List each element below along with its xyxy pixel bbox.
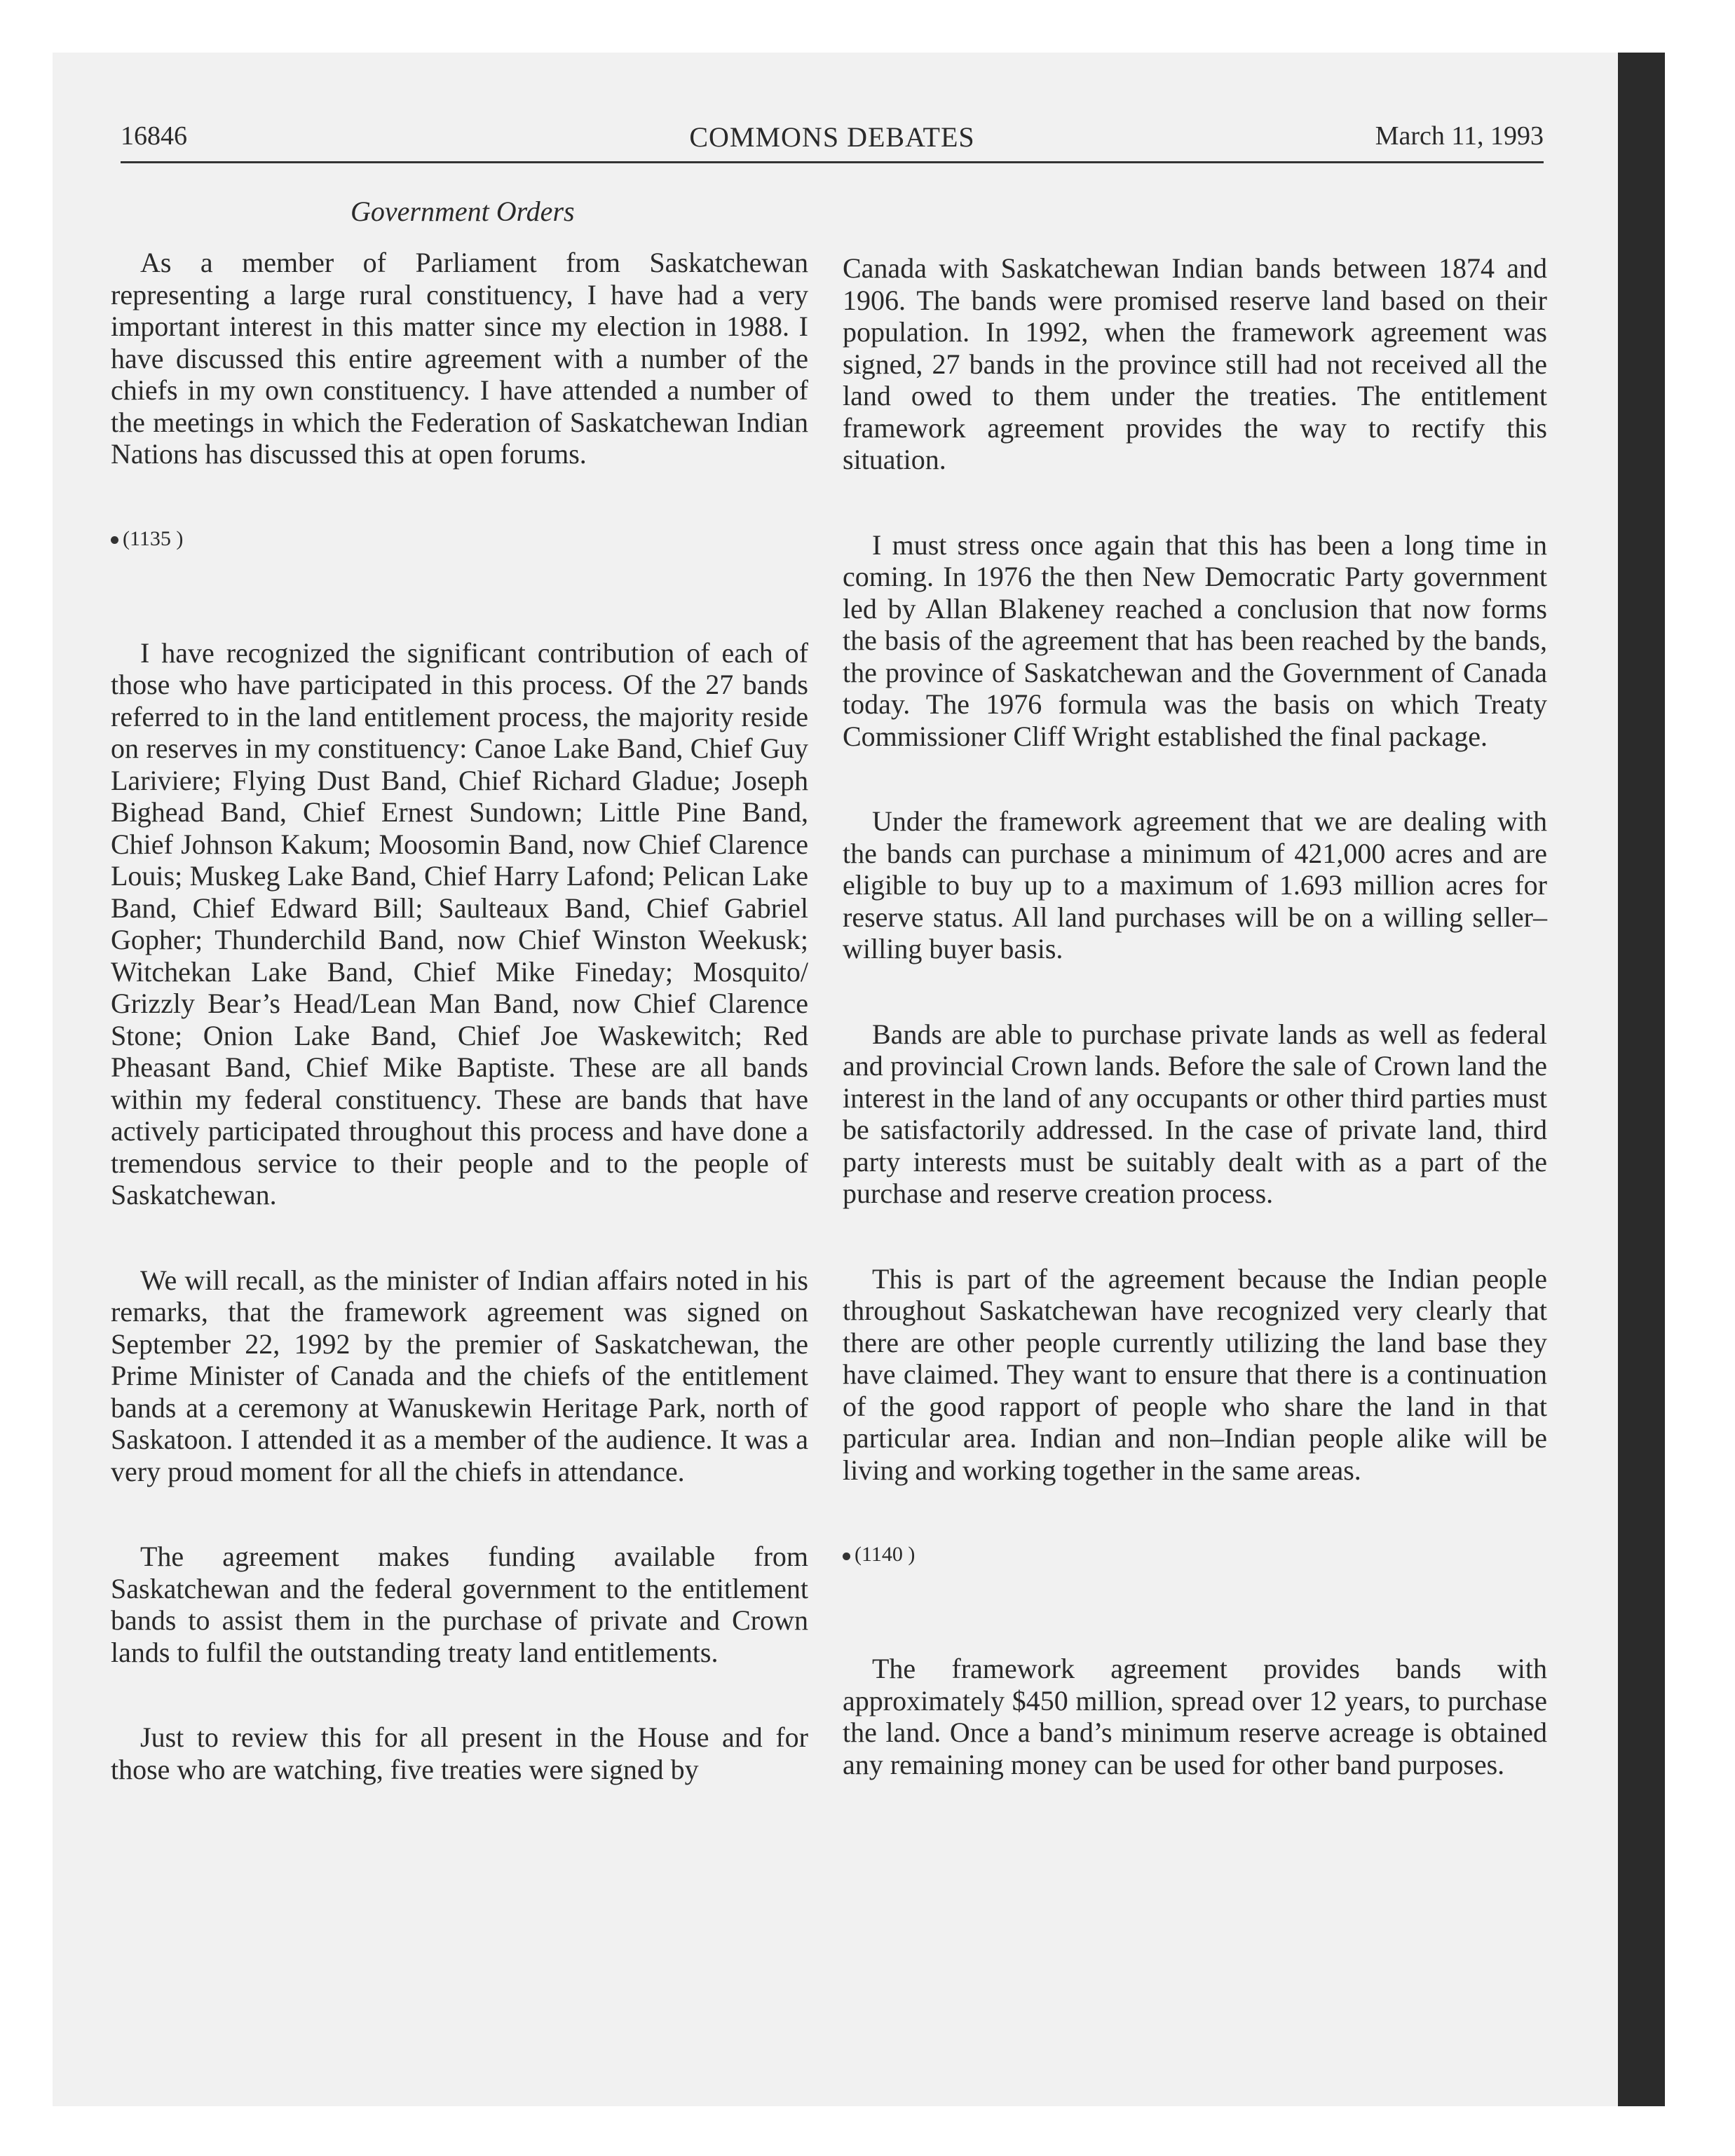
time-marker [111,524,808,554]
paragraph: This is part of the agreement because the Indian people throughout Saskatchewan have recognized very clearly that there are other people currently utilizing the land base they have claimed. They want to ensure that there is a continuation of the good rapport of people who share the land in that particular area. Indian and non–Indian people alike will be living and working together in the same areas. [843,1262,1547,1486]
paragraph: I must stress once again that this has been a long time in coming. In 1976 the then New Democratic Party government led by Allan Blakeney reached a conclusion that now forms the basis of the agreement that has been reached by the bands, the province of Saskatchewan and the Government of Canada today. The 1976 formula was the basis on which Treaty Commissioner Cliff Wright established the final package. [843,528,1547,752]
paragraph: Canada with Saskatchewan Indian bands between 1874 and 1906. The bands were promised reserve land based on their population. In 1992, when the framework agreement was signed, 27 bands in the province still had not received all the land owed to them under the treaties. The entitlement framework agreement provides the way to rectify this situation. [843,252,1547,475]
bullet-icon [111,536,118,544]
bullet-icon [843,1553,850,1560]
page-number: 16846 [121,121,187,151]
scan-edge-bar [1618,53,1665,2106]
publication-title: COMMONS DEBATES [689,121,975,153]
paragraph: The framework agreement provides bands with approximately $450 million, spread over 12 years, to purchase the land. Once a band’s minimum reserve acreage is obtained any remaining money can be used for other band purposes. [843,1653,1547,1780]
time-marker-text: (1135 ) [123,526,184,550]
page-header [121,121,1544,163]
paragraph: We will recall, as the minister of Indian affairs noted in his remarks, that the framework agreement was signed on September 22, 1992 by the premier of Saskatchewan, the Prime Minister of Canada and the chiefs of the entitlement bands at a ceremony at Wanuskewin Heritage Park, north of Saskatoon. I attended it as a member of the audience. It was a very proud moment for all the chiefs in attendance. [111,1264,808,1487]
paragraph: The agreement makes funding available from Saskatchewan and the federal government to the entitlement bands to assist them in the purchase of private and Crown lands to fulfil the outstanding treaty land entitlements. [111,1541,808,1668]
left-column [111,247,808,1838]
time-marker [843,1539,1547,1570]
header-date: March 11, 1993 [1375,121,1544,151]
right-column [843,252,1547,1834]
paragraph: Under the framework agreement that we are dealing with the bands can purchase a minimum of 421,000 acres and are eligible to buy up to a maximum of 1.693 million acres for reserve status. All land purchases will be on a willing seller–willing buyer basis. [843,805,1547,964]
time-marker-text: (1140 ) [855,1543,916,1566]
section-heading: Government Orders [351,196,575,227]
paragraph: Just to review this for all present in the House and for those who are watching, five treaties were signed by [111,1721,808,1785]
paragraph: I have recognized the significant contribution of each of those who have participated in this process. Of the 27 bands referred to in the land entitlement process, the majority reside on reserves in my constituency: Canoe Lake Band, Chief Guy Lariviere; Flying Dust Band, Chief Richard Gladue; Joseph Bighead Band, Chief Ernest Sundown; Little Pine Band, Chief Johnson Kakum; Moosomin Band, now Chief Clarence Louis; Muskeg Lake Band, Chief Harry Lafond; Pelican Lake Band, Chief Edward Bill; Saulteaux Band, Chief Gabriel Gopher; Thunderchild Band, now Chief Winston Weekusk; Witchekan Lake Band, Chief Mike Fineday; Mosquito/ Grizzly Bear’s Head/Lean Man Band, now Chief Clarence Stone; Onion Lake Band, Chief Joe Waskewitch; Red Pheasant Band, Chief Mike Baptiste. These are all bands within my federal constituency. These are bands that have actively participated throughout this process and have done a tremendous service to their people and to the people of Saskatchewan. [111,636,808,1210]
paragraph: As a member of Parliament from Saskatchewan representing a large rural constituency, I have had a very important interest in this matter since my election in 1988. I have discussed this entire agreement with a number of the chiefs in my own constituency. I have attended a number of the meetings in which the Federation of Saskatchewan Indian Nations has discussed this at open forums. [111,247,808,470]
paragraph: Bands are able to purchase private lands as well as federal and provincial Crown lands. Before the sale of Crown land the interest in the land of any occupants or other third parties must be satisfactorily addressed. In the case of private land, third party interests must be suitably dealt with as a part of the purchase and reserve creation process. [843,1018,1547,1209]
